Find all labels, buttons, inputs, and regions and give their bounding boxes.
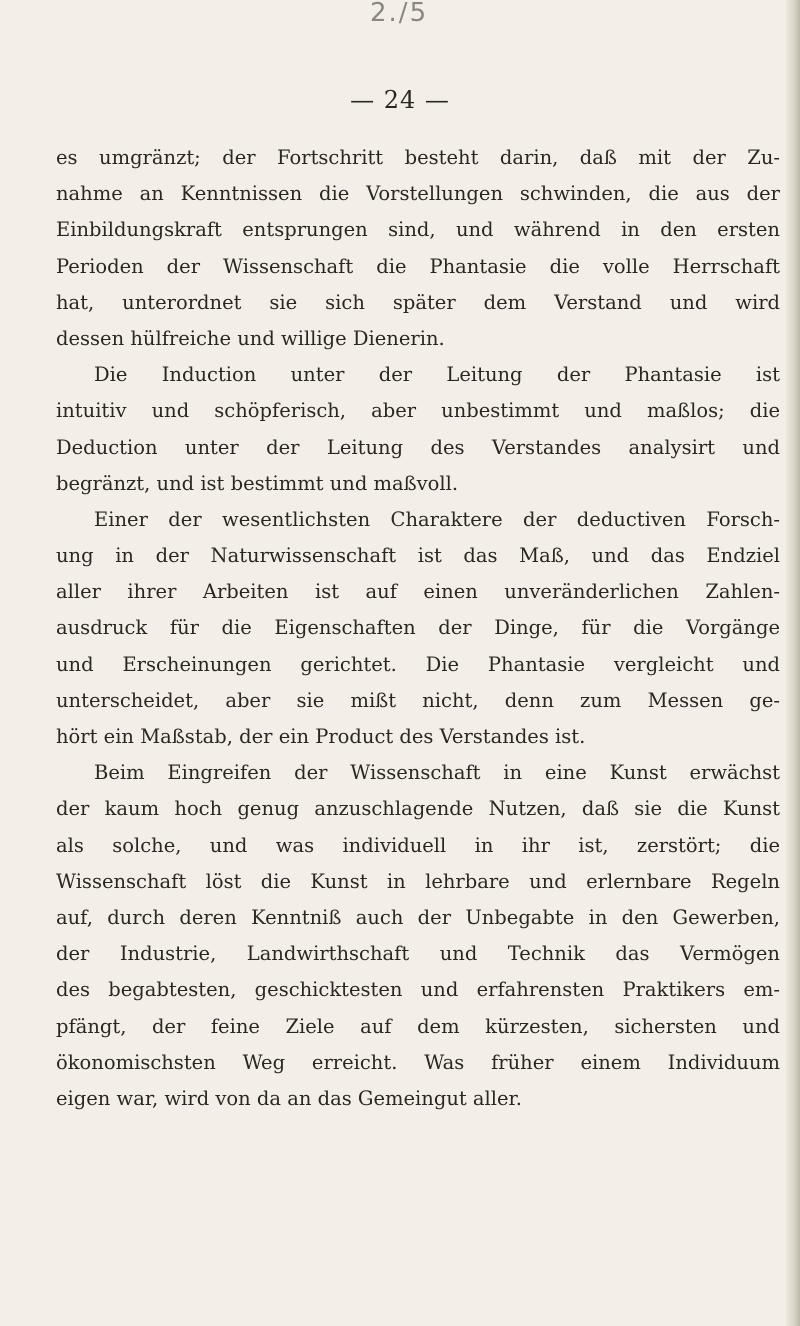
text-line: dessen hülfreiche und willige Dienerin. (56, 326, 445, 350)
text-line: und Erscheinungen gerichtet. Die Phantasie vergleicht und (56, 652, 780, 676)
text-line: der Industrie, Landwirthschaft und Technik das Vermögen (56, 942, 780, 966)
text-line: Perioden der Wissenschaft die Phantasie die volle Herrschaft (56, 254, 780, 278)
text-line: aller ihrer Arbeiten ist auf einen unveränderlichen Zahlen- (56, 580, 780, 604)
text-line: intuitiv und schöpferisch, aber unbestimmt und maßlos; die (56, 399, 780, 423)
text-line: nahme an Kenntnissen die Vorstellungen schwinden, die aus der (56, 182, 780, 206)
text-line: Beim Eingreifen der Wissenschaft in eine Kunst erwächst (94, 761, 780, 785)
scan-page-edge (786, 0, 800, 1326)
text-line: Einbildungskraft entsprungen sind, und während in den ersten (56, 218, 780, 242)
text-line: es umgränzt; der Fortschritt besteht darin, daß mit der Zu- (56, 146, 780, 169)
text-line: hört ein Maßstab, der ein Product des Verstandes ist. (56, 725, 586, 748)
text-line: ung in der Naturwissenschaft ist das Maß, und das Endziel (56, 544, 780, 568)
text-line: Die Induction unter der Leitung der Phantasie ist (94, 363, 780, 387)
text-line: des begabtesten, geschicktesten und erfahrensten Praktikers em- (56, 978, 780, 1002)
text-line: ausdruck für die Eigenschaften der Dinge, für die Vorgänge (56, 616, 780, 640)
text-line: pfängt, der feine Ziele auf dem kürzesten, sichersten und (56, 1014, 780, 1038)
text-line: Wissenschaft löst die Kunst in lehrbare und erlernbare Regeln (56, 869, 780, 893)
text-line: ökonomischsten Weg erreicht. Was früher einem Individuum (56, 1050, 780, 1074)
text-line: eigen war, wird von da an das Gemeingut aller. (56, 1086, 522, 1110)
text-line: als solche, und was individuell in ihr ist, zerstört; die (56, 833, 780, 857)
handwritten-pencil-mark: 2./5 (370, 0, 429, 28)
text-line: der kaum hoch genug anzuschlagende Nutzen, daß sie die Kunst (56, 797, 780, 821)
text-line: begränzt, und ist bestimmt und maßvoll. (56, 471, 459, 495)
text-line: hat, unterordnet sie sich später dem Verstand und wird (56, 290, 780, 314)
text-line: auf, durch deren Kenntniß auch der Unbegabte in den Gewerben, (56, 905, 780, 929)
body-text (56, 140, 780, 1117)
text-line: Deduction unter der Leitung des Verstandes analysirt und (56, 435, 780, 459)
text-line: unterscheidet, aber sie mißt nicht, denn zum Messen ge- (56, 688, 780, 712)
text-line: Einer der wesentlichsten Charaktere der deductiven Forsch- (94, 507, 780, 531)
page-number: — 24 — (350, 86, 450, 114)
